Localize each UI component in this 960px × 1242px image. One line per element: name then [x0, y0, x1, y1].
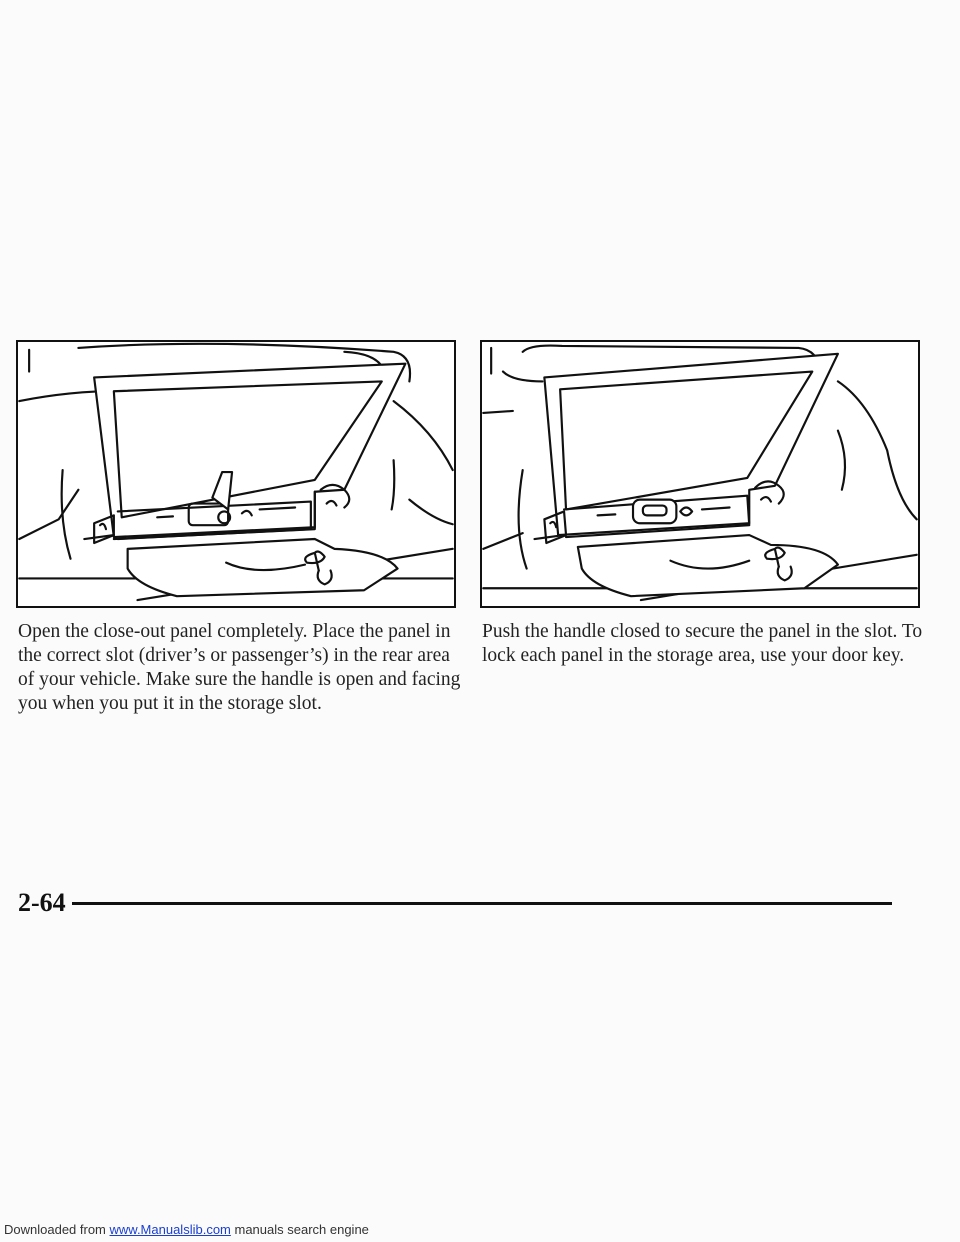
illustration-panel-open-handle — [16, 340, 456, 608]
manualslib-link[interactable]: www.Manualslib.com — [109, 1222, 231, 1237]
panel-open-handle-drawing — [18, 342, 454, 606]
illustration-panel-closed-handle — [480, 340, 920, 608]
caption-close-handle: Push the handle closed to secure the panel in the slot. To lock each panel in the storage area, use your door key. — [482, 621, 923, 666]
footer-prefix: Downloaded from — [4, 1222, 110, 1237]
footer-rule — [72, 902, 892, 905]
page-number: 2-64 — [18, 888, 66, 917]
download-footer — [4, 1222, 369, 1237]
footer-suffix: manuals search engine — [230, 1222, 369, 1237]
panel-closed-handle-drawing — [482, 342, 918, 606]
caption-open-panel: Open the close-out panel completely. Place the panel in the correct slot (driver’s or passenger’s) in the rear area of your vehicle. Make sure the handle is open and facing you when you put it in the storage slot. — [18, 621, 461, 714]
